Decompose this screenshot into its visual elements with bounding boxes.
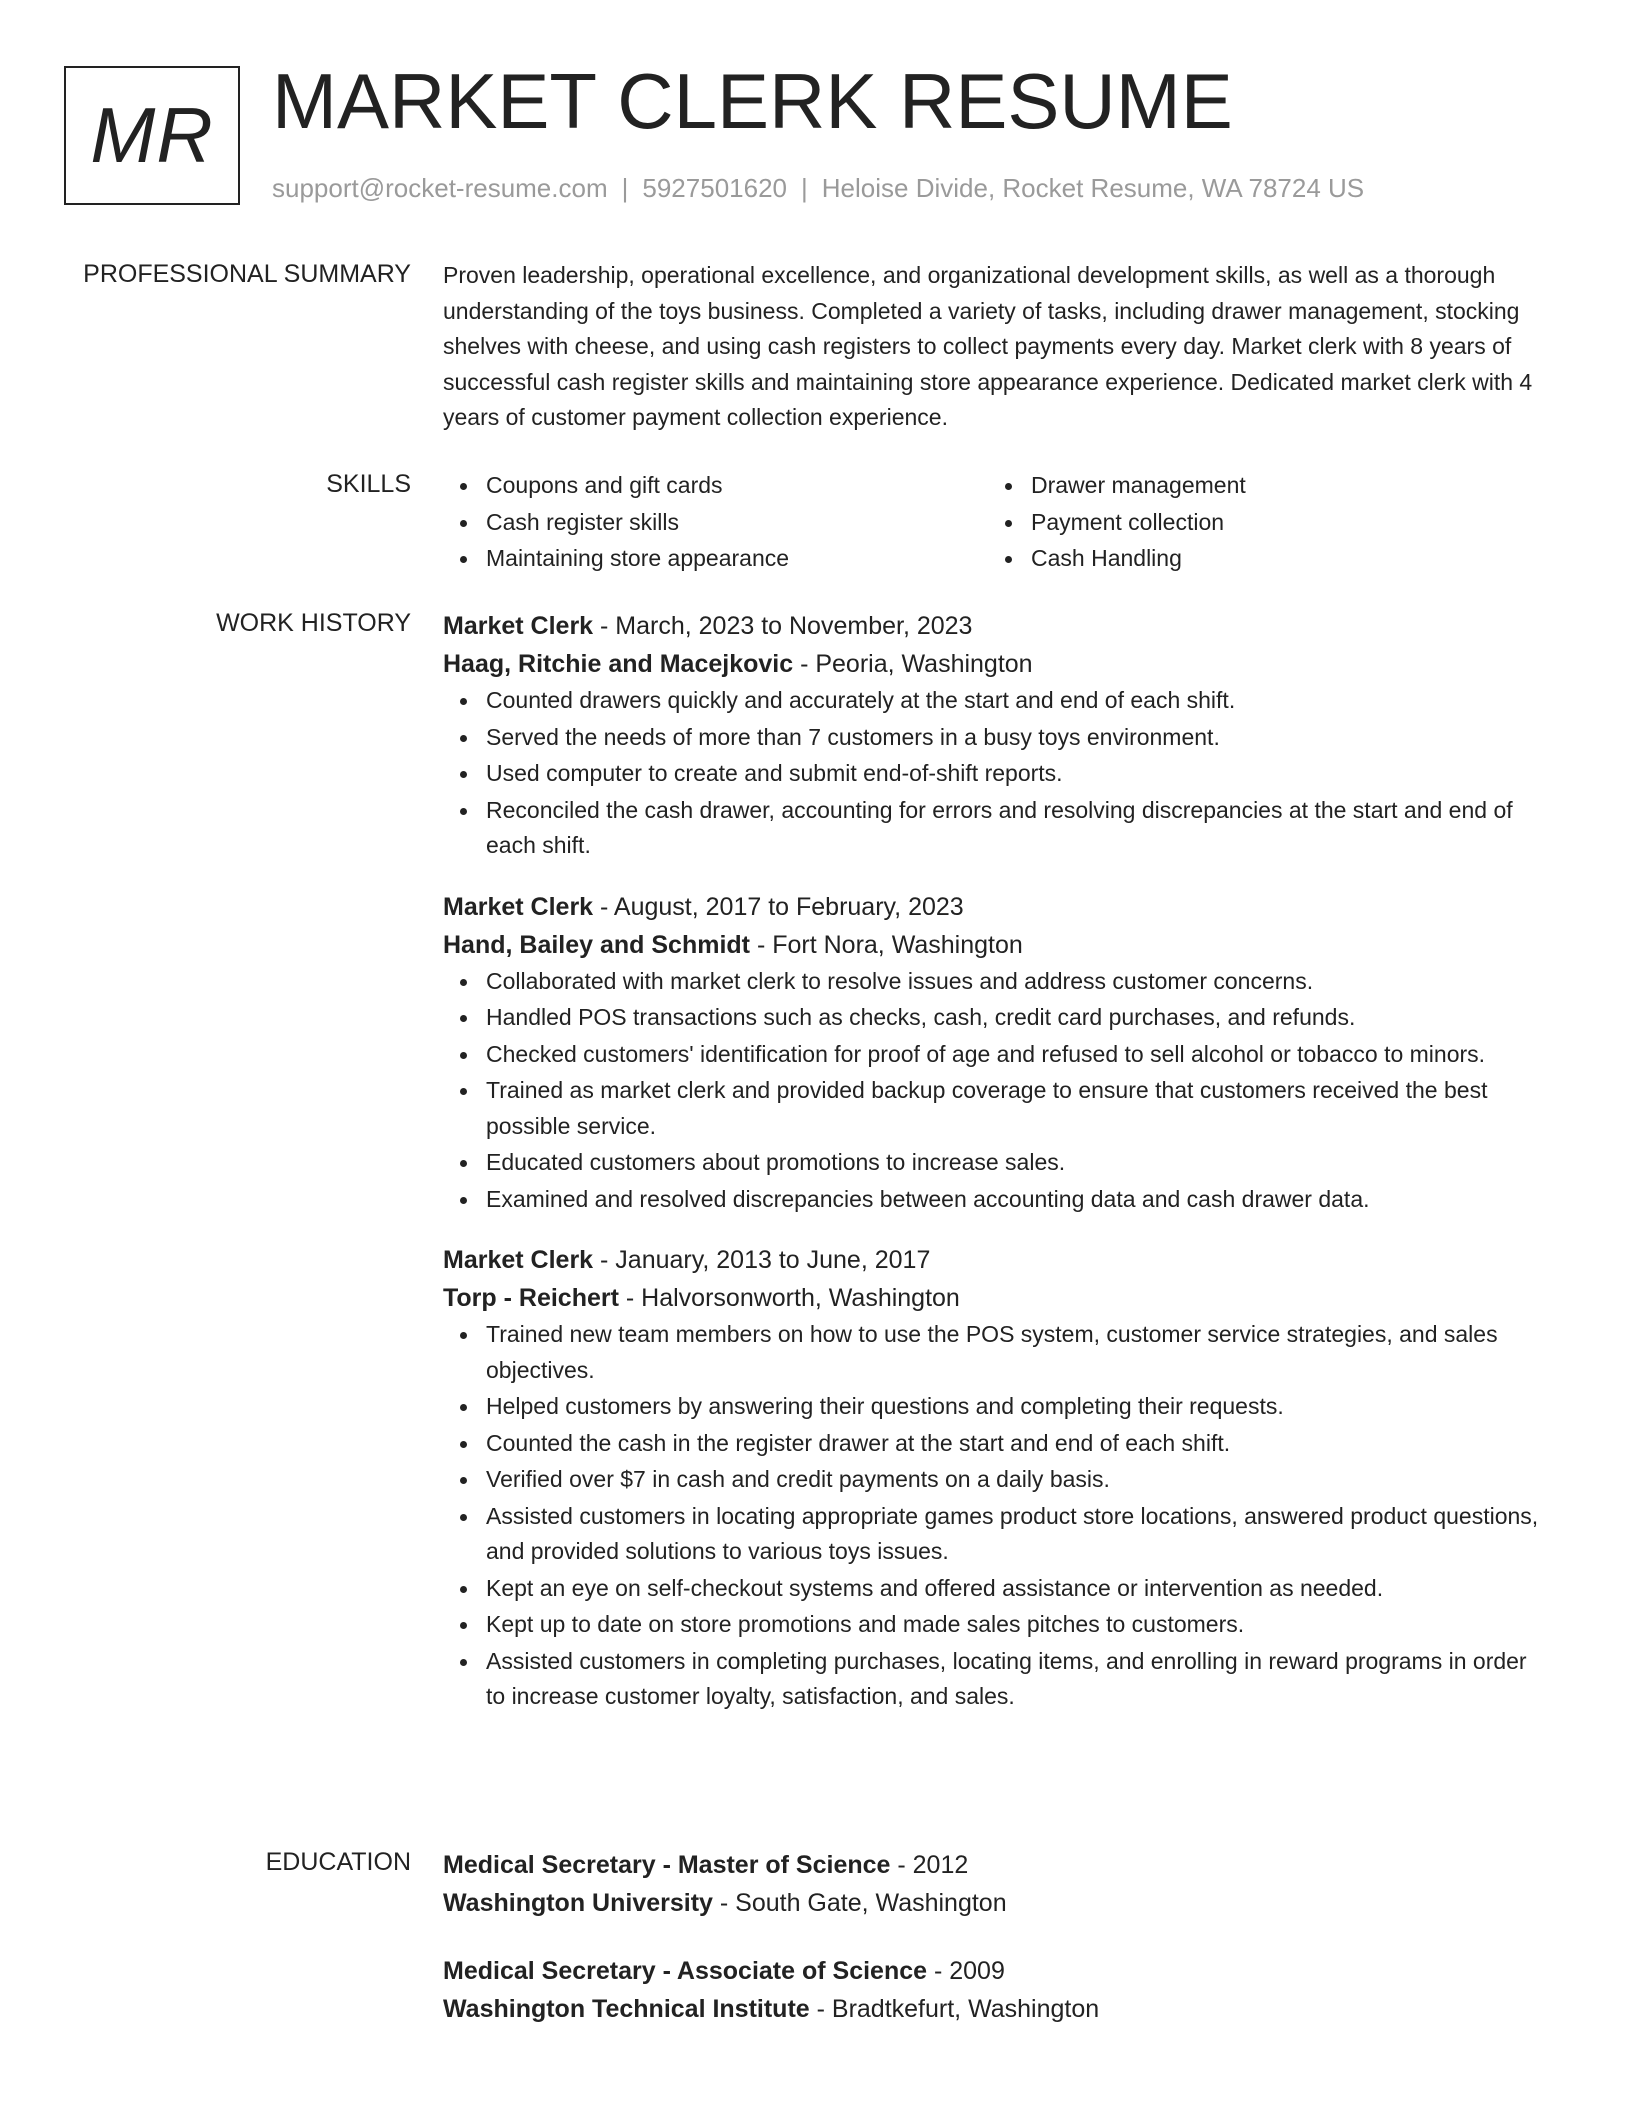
skill-item: Maintaining store appearance [443,541,988,577]
job-company: Hand, Bailey and Schmidt [443,930,751,959]
monogram-logo: MR [64,66,240,205]
skill-item: Cash Handling [988,541,1533,577]
work-history-body [443,607,1543,1739]
job-location: - Fort Nora, Washington [750,930,1023,959]
job-duty: Examined and resolved discrepancies between accounting data and cash drawer data. [443,1182,1543,1218]
summary-text: Proven leadership, operational excellence, and organizational development skills, as well as a thorough understanding of the toys business. Completed a variety of tasks, including drawer management, stocking shelves with cheese, and using cash registers to collect payments every day. Market clerk with 8 years of successful cash register skills and maintaining store appearance experience. Dedicated market clerk with 4 years of customer payment collection experience. [443,262,1533,430]
education-entry [443,1952,1543,2028]
contact-separator: | [801,173,808,203]
job-duty: Kept up to date on store promotions and made sales pitches to customers. [443,1607,1543,1643]
job-dates: - January, 2013 to June, 2017 [593,1246,931,1274]
education-year: - 2012 [890,1851,969,1879]
skill-item: Coupons and gift cards [443,468,988,504]
skills-heading: SKILLS [326,470,411,498]
education-degree: Medical Secretary - Associate of Science [443,1957,928,1985]
work-history-heading: WORK HISTORY [216,609,411,637]
job-duty: Helped customers by answering their questions and completing their requests. [443,1389,1543,1425]
skill-item: Cash register skills [443,505,988,541]
job-duty: Used computer to create and submit end-of-shift reports. [443,756,1543,792]
job-title: Market Clerk [443,892,594,921]
skills-list-left [443,468,988,578]
skills-list-right [988,468,1533,578]
job-company-line [443,645,1543,683]
job-title: Market Clerk [443,1246,594,1274]
job-duty: Kept an eye on self-checkout systems and offered assistance or intervention as needed. [443,1571,1543,1607]
education-school-line [443,1884,1543,1922]
job-duty: Assisted customers in completing purchases, locating items, and enrolling in reward programs in order to increase customer loyalty, satisfaction, and sales. [443,1644,1543,1715]
job-duty: Educated customers about promotions to increase sales. [443,1145,1543,1181]
job-dates: - March, 2023 to November, 2023 [593,612,973,640]
job-duty: Counted the cash in the register drawer at the start and end of each shift. [443,1426,1543,1462]
job-title-line [443,888,1543,926]
contact-phone[interactable]: 5927501620 [642,173,787,203]
job-dates: - August, 2017 to February, 2023 [593,892,964,921]
job-duty: Checked customers' identification for proof of age and refused to sell alcohol or tobacco to minors. [443,1037,1543,1073]
education-degree-line [443,1952,1543,1990]
job-company-line [443,1279,1543,1317]
contact-address: Heloise Divide, Rocket Resume, WA 78724 US [821,173,1365,203]
education-degree: Medical Secretary - Master of Science [443,1851,891,1879]
job-entry [443,1241,1543,1715]
job-duty: Assisted customers in locating appropriate games product store locations, answered product questions, and provided solutions to various toys issues. [443,1499,1543,1570]
job-title-line [443,607,1543,645]
contact-line [272,172,1364,204]
education-degree-line [443,1846,1543,1884]
summary-body [443,258,1543,436]
job-company-line [443,926,1543,964]
job-location: - Peoria, Washington [793,650,1033,678]
job-duty: Handled POS transactions such as checks, cash, credit card purchases, and refunds. [443,1000,1543,1036]
job-duties-list [443,964,1543,1218]
education-entry [443,1846,1543,1922]
education-heading: EDUCATION [265,1848,411,1876]
page-title: MARKET CLERK RESUME [272,57,1233,145]
job-duty: Trained new team members on how to use the POS system, customer service strategies, and sales objectives. [443,1317,1543,1388]
job-entry [443,607,1543,864]
job-duty: Verified over $7 in cash and credit payments on a daily basis. [443,1462,1543,1498]
job-duty: Collaborated with market clerk to resolve issues and address customer concerns. [443,964,1543,1000]
job-duties-list [443,1317,1543,1715]
job-company: Torp - Reichert [443,1284,619,1312]
summary-heading: PROFESSIONAL SUMMARY [83,260,411,288]
job-duty: Trained as market clerk and provided backup coverage to ensure that customers received the best possible service. [443,1073,1543,1144]
education-school-line [443,1990,1543,2028]
job-duty: Reconciled the cash drawer, accounting for errors and resolving discrepancies at the start and end of each shift. [443,793,1543,864]
job-title-line [443,1241,1543,1279]
education-year: - 2009 [927,1957,1005,1985]
education-school: Washington Technical Institute [443,1995,810,2023]
job-duty: Counted drawers quickly and accurately at the start and end of each shift. [443,683,1543,719]
job-location: - Halvorsonworth, Washington [618,1284,960,1312]
contact-email[interactable]: support@rocket-resume.com [272,173,608,203]
contact-separator: | [621,173,629,203]
skill-item: Payment collection [988,505,1533,541]
job-entry [443,888,1543,1218]
education-body [443,1846,1543,2052]
job-duties-list [443,683,1543,864]
job-title: Market Clerk [443,612,594,640]
education-school: Washington University [443,1889,713,1917]
job-company: Haag, Ritchie and Macejkovic [443,650,794,678]
education-location: - Bradtkefurt, Washington [809,1995,1100,2023]
job-duty: Served the needs of more than 7 customers in a busy toys environment. [443,720,1543,756]
education-location: - South Gate, Washington [712,1889,1007,1917]
skill-item: Drawer management [988,468,1533,504]
skills-body [443,468,1543,578]
